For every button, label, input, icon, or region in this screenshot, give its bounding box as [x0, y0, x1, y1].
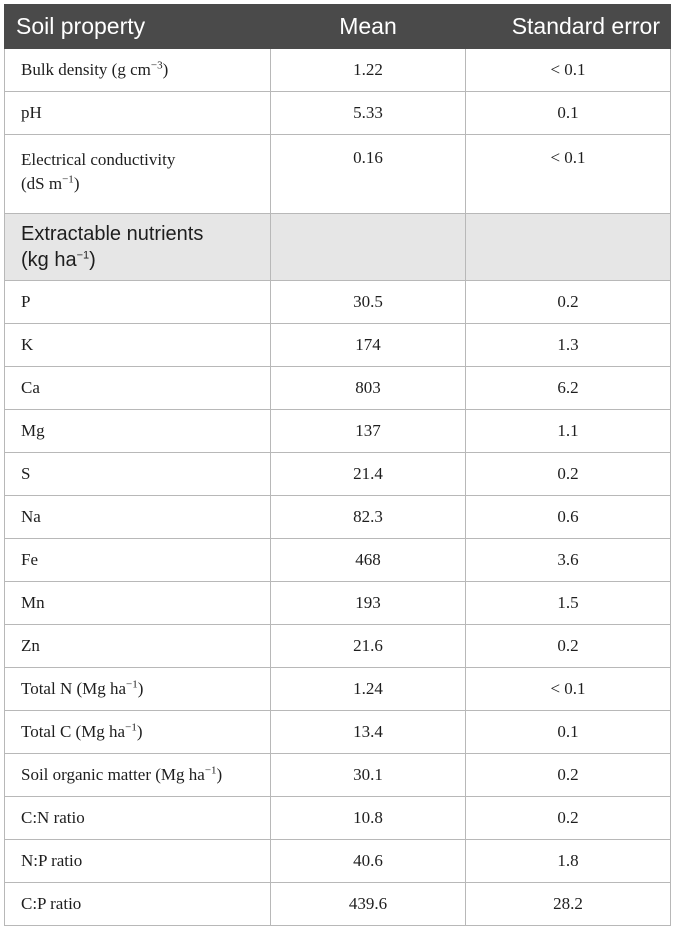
- row-label-suffix: ): [216, 765, 223, 784]
- row-label-text: Mn: [21, 593, 45, 612]
- table-body: [5, 49, 671, 281]
- row-label: [5, 92, 271, 135]
- row-label-suffix: ): [73, 174, 80, 193]
- row-label-line2: (dS m: [21, 174, 63, 193]
- row-label-suffix: ): [137, 679, 144, 698]
- header-row: [5, 5, 671, 49]
- section-empty-cell: [271, 214, 466, 281]
- table-row: [5, 135, 671, 214]
- table-row: [5, 496, 671, 539]
- row-label: [5, 668, 271, 711]
- row-standard-error: 6.2: [466, 367, 671, 410]
- row-standard-error: 1.8: [466, 840, 671, 883]
- row-mean: 10.8: [271, 797, 466, 840]
- row-mean: 439.6: [271, 883, 466, 926]
- row-label: [5, 539, 271, 582]
- row-label-text: Bulk density (g cm: [21, 60, 151, 79]
- table-row: [5, 453, 671, 496]
- row-standard-error: < 0.1: [466, 668, 671, 711]
- table-row: [5, 367, 671, 410]
- table-row: [5, 883, 671, 926]
- row-mean: 137: [271, 410, 466, 453]
- row-label-text: Fe: [21, 550, 38, 569]
- row-mean: 82.3: [271, 496, 466, 539]
- row-label: [5, 754, 271, 797]
- row-label-text: pH: [21, 103, 42, 122]
- table-row: [5, 539, 671, 582]
- row-label-line1: Electrical conductivity: [21, 150, 176, 169]
- table-row: [5, 797, 671, 840]
- nutrient-rows: [5, 281, 671, 926]
- row-label-text: Mg: [21, 421, 45, 440]
- row-label: [5, 840, 271, 883]
- section-line2: (kg ha: [21, 249, 77, 271]
- row-label: [5, 453, 271, 496]
- row-label: [5, 49, 271, 92]
- row-mean: 1.24: [271, 668, 466, 711]
- row-label-suffix: ): [136, 722, 143, 741]
- header-soil-property: Soil property: [5, 5, 271, 49]
- section-label: [5, 214, 271, 281]
- row-label-suffix: ): [162, 60, 169, 79]
- row-standard-error: < 0.1: [466, 135, 671, 214]
- row-label-text: S: [21, 464, 31, 483]
- row-mean: 30.5: [271, 281, 466, 324]
- row-label: [5, 625, 271, 668]
- row-label: [5, 410, 271, 453]
- row-mean: 5.33: [271, 92, 466, 135]
- row-standard-error: 0.1: [466, 711, 671, 754]
- row-standard-error: 0.1: [466, 92, 671, 135]
- row-mean: 174: [271, 324, 466, 367]
- table-row: [5, 410, 671, 453]
- row-label-text: Soil organic matter (Mg ha: [21, 765, 205, 784]
- table-row: [5, 754, 671, 797]
- row-label: [5, 496, 271, 539]
- row-label: [5, 582, 271, 625]
- section-suffix: ): [89, 249, 96, 271]
- row-standard-error: 0.2: [466, 797, 671, 840]
- table-row: [5, 324, 671, 367]
- soil-properties-table: [4, 4, 671, 926]
- table-row: [5, 711, 671, 754]
- row-standard-error: 0.2: [466, 754, 671, 797]
- row-label-text: Total N (Mg ha: [21, 679, 127, 698]
- row-mean: 0.16: [271, 135, 466, 214]
- row-label: [5, 324, 271, 367]
- header-standard-error: Standard error: [466, 5, 671, 49]
- row-label-sup: −3: [150, 59, 163, 72]
- row-label: [5, 797, 271, 840]
- row-standard-error: 28.2: [466, 883, 671, 926]
- section-sup: −1: [76, 249, 90, 262]
- table-row: [5, 281, 671, 324]
- row-label-text: C:P ratio: [21, 894, 82, 913]
- row-label: [5, 711, 271, 754]
- row-label-text: Na: [21, 507, 41, 526]
- row-label-text: Zn: [21, 636, 40, 655]
- row-label: [5, 135, 271, 214]
- table-row: [5, 840, 671, 883]
- row-mean: 40.6: [271, 840, 466, 883]
- row-mean: 193: [271, 582, 466, 625]
- row-mean: 21.4: [271, 453, 466, 496]
- row-mean: 30.1: [271, 754, 466, 797]
- row-standard-error: 1.1: [466, 410, 671, 453]
- row-standard-error: 1.3: [466, 324, 671, 367]
- row-mean: 803: [271, 367, 466, 410]
- row-standard-error: 0.6: [466, 496, 671, 539]
- table-header: [5, 5, 671, 49]
- header-mean: Mean: [271, 5, 466, 49]
- row-mean: 1.22: [271, 49, 466, 92]
- table-row: [5, 49, 671, 92]
- row-label-sup: −1: [62, 173, 74, 186]
- table-row: [5, 668, 671, 711]
- row-standard-error: 0.2: [466, 281, 671, 324]
- row-mean: 21.6: [271, 625, 466, 668]
- row-label: [5, 281, 271, 324]
- row-label-text: Ca: [21, 378, 40, 397]
- row-label: [5, 883, 271, 926]
- row-label: [5, 367, 271, 410]
- row-standard-error: 0.2: [466, 453, 671, 496]
- row-label-sup: −1: [126, 678, 138, 691]
- row-label-text: N:P ratio: [21, 851, 83, 870]
- row-label-text: C:N ratio: [21, 808, 85, 827]
- row-label-sup: −1: [204, 764, 217, 777]
- row-label-text: K: [21, 335, 34, 354]
- row-standard-error: 0.2: [466, 625, 671, 668]
- table-row: [5, 625, 671, 668]
- table-row: [5, 582, 671, 625]
- row-label-text: Total C (Mg ha: [21, 722, 126, 741]
- section-empty-cell: [466, 214, 671, 281]
- row-label-sup: −1: [125, 721, 137, 734]
- row-standard-error: < 0.1: [466, 49, 671, 92]
- row-standard-error: 1.5: [466, 582, 671, 625]
- row-standard-error: 3.6: [466, 539, 671, 582]
- section-row: [5, 214, 671, 281]
- section-line1: Extractable nutrients: [21, 223, 204, 245]
- row-mean: 468: [271, 539, 466, 582]
- row-mean: 13.4: [271, 711, 466, 754]
- row-label-text: P: [21, 292, 31, 311]
- table-row: [5, 92, 671, 135]
